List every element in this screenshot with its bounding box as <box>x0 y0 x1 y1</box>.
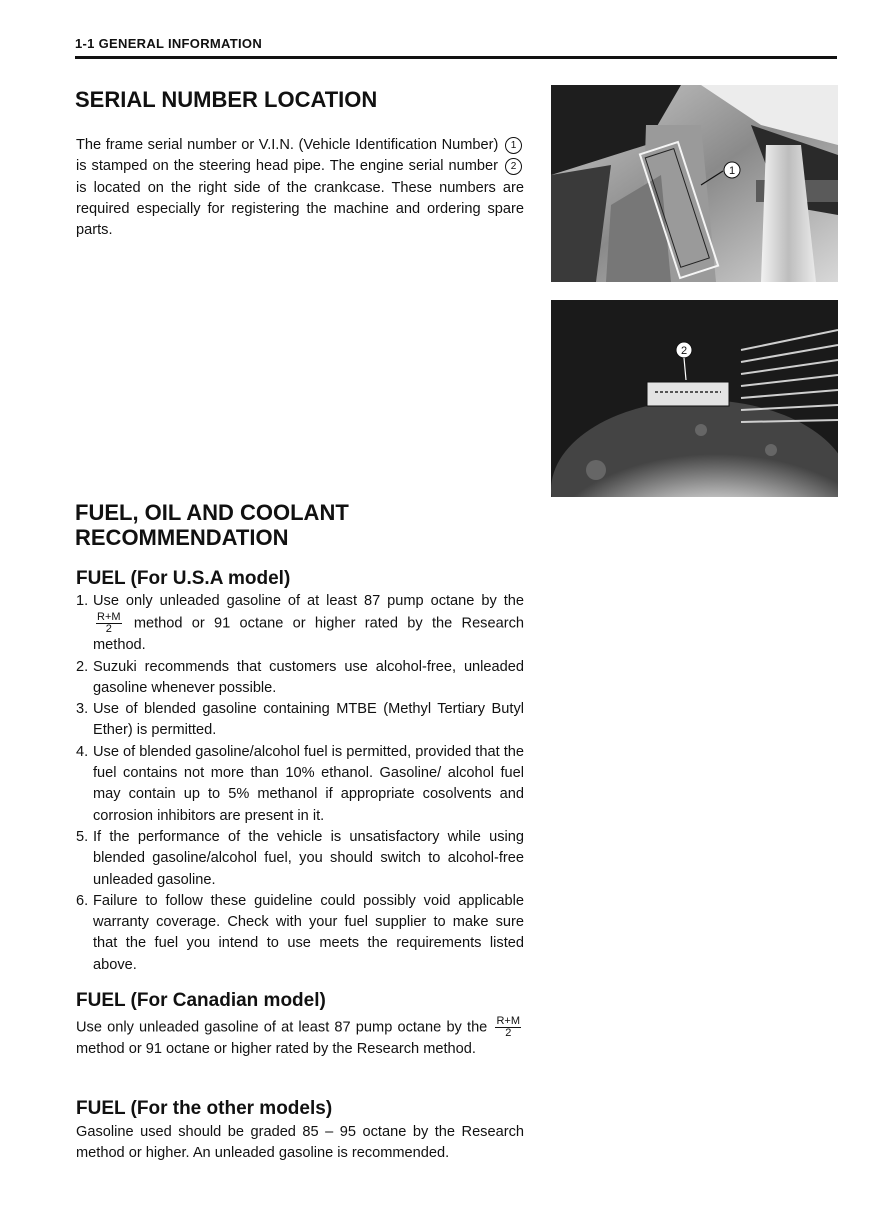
fraction-denominator: 2 <box>505 1027 512 1039</box>
section-number: 1-1 <box>75 36 95 51</box>
list-item-number: 4. <box>76 743 89 760</box>
fuel-section-title-line2: RECOMMENDATION <box>75 525 289 550</box>
fuel-usa-list <box>76 591 524 976</box>
fuel-section-title-line1: FUEL, OIL AND COOLANT <box>75 500 349 525</box>
fraction-denominator: 2 <box>105 623 112 636</box>
octane-fraction <box>495 1016 521 1039</box>
list-item-text: Use only unleaded gasoline of at least 87 pump octane by the <box>93 593 524 609</box>
callout-2-marker: 2 <box>505 158 522 175</box>
list-item-text-after: method or 91 octane or higher rated by the Research method. <box>93 615 524 654</box>
list-item-text: Use of blended gasoline/alcohol fuel is permitted, provided that the fuel contains not more than 10% ethanol. Gasoline/ alcohol fuel may contain up to 5% methanol if appropriate cosolvents and corrosion inhibitors are present in it. <box>93 743 524 824</box>
fuel-canada-text: Use only unleaded gasoline of at least 87 pump octane by the <box>76 1019 488 1036</box>
photo-callout-2: 2 <box>680 345 688 357</box>
list-item-number: 1. <box>76 593 89 609</box>
list-item-number: 3. <box>76 701 89 718</box>
list-item <box>76 827 524 891</box>
serial-paragraph <box>76 135 524 241</box>
list-item <box>76 699 524 742</box>
list-item <box>76 742 524 827</box>
serial-text-2: is stamped on the steering head pipe. The engine serial number <box>76 158 498 175</box>
list-item-text: If the performance of the vehicle is unsatisfactory while using blended gasoline/alcohol fuel, you should switch to alcohol-free unleaded gasoline. <box>93 828 524 888</box>
photo-callout-1: 1 <box>728 165 736 177</box>
fuel-section-title <box>75 500 349 550</box>
callout-1-marker: 1 <box>505 137 522 154</box>
fuel-canada-text-after: method or 91 octane or higher rated by the Research method. <box>76 1041 476 1057</box>
list-item-text: Use of blended gasoline containing MTBE (Methyl Tertiary Butyl Ether) is permitted. <box>93 701 524 739</box>
list-item-text: Failure to follow these guideline could possibly void applicable warranty coverage. Check with your fuel supplier to make sure that the fuel you intend to use meets the requirements listed above. <box>93 892 524 973</box>
list-item <box>76 657 524 700</box>
fraction-numerator: R+M <box>496 1015 521 1027</box>
steering-head-photo <box>551 85 838 282</box>
page-header <box>75 36 837 59</box>
fuel-canada-title: FUEL (For Canadian model) <box>76 990 326 1011</box>
fuel-usa-title: FUEL (For U.S.A model) <box>76 568 291 589</box>
fraction-numerator: R+M <box>97 611 121 624</box>
header-title: GENERAL INFORMATION <box>98 36 263 51</box>
fuel-canada-paragraph <box>76 1016 524 1060</box>
octane-fraction <box>96 612 122 635</box>
list-item-number: 6. <box>76 892 89 909</box>
serial-text-3: is located on the right side of the crankcase. These numbers are required especially for registering the machine and ordering spare parts. <box>76 179 524 239</box>
serial-section-title: SERIAL NUMBER LOCATION <box>75 87 378 112</box>
list-item <box>76 891 524 976</box>
crankcase-photo <box>551 300 838 497</box>
list-item-number: 5. <box>76 828 89 845</box>
list-item-text: Suzuki recommends that customers use alcohol-free, unleaded gasoline whenever possible. <box>93 658 524 696</box>
serial-text-1: The frame serial number or V.I.N. (Vehicle Identification Number) <box>76 137 499 153</box>
fuel-other-title: FUEL (For the other models) <box>76 1098 333 1119</box>
list-item-number: 2. <box>76 658 89 675</box>
list-item <box>76 591 524 657</box>
fuel-other-paragraph: Gasoline used should be graded 85 – 95 octane by the Research method or higher. An unleaded gasoline is recommended. <box>76 1124 524 1162</box>
